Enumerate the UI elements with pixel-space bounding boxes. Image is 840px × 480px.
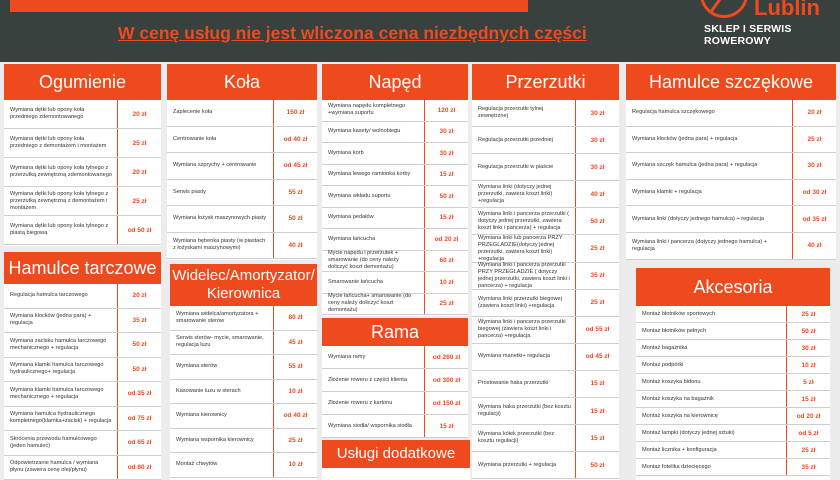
service-name: Montaż koszyka bidonu [642, 378, 701, 385]
service-name: Wymiana dętki lub opony koła przedniego z demontażem i montażem [10, 136, 107, 149]
section-akcesoria [636, 268, 830, 480]
service-price: 30 zł [424, 143, 468, 164]
service-name: Montaż bagażnika [642, 344, 688, 351]
service-price: od 80 zł [117, 456, 161, 480]
service-row [472, 290, 619, 317]
service-row [4, 187, 161, 216]
service-name: Prostowanie haka przerzutki [478, 380, 549, 387]
service-price: 25 zł [786, 306, 830, 322]
section-kola [167, 64, 317, 260]
service-name: Wymiana linki przerzutki biegowej (zawiera koszt linki) +regulacja [478, 295, 562, 309]
service-name: Mycie napędu i przerzutek + smarowanie (do ceny należy doliczyć koszt demontażu) [328, 250, 399, 271]
service-price: 150 zł [273, 100, 317, 126]
service-price: 120 zł [424, 100, 468, 121]
service-price: 25 zł [575, 290, 619, 316]
service-row [636, 323, 830, 340]
service-price: 25 zł [575, 235, 619, 261]
service-price: od 65 zł [117, 431, 161, 455]
service-price: 30 zł [575, 127, 619, 153]
section-title: Akcesoria [636, 268, 830, 306]
service-row [636, 374, 830, 391]
service-row [4, 158, 161, 187]
service-price: 25 zł [792, 127, 836, 153]
service-name: Wymiana widelca/amortyzatora + smarowanie sterów [176, 310, 259, 324]
service-price: od 260 zł [424, 346, 468, 368]
service-name: Wymiana linki i pancerza (dotyczy jednego hamulca) + regulacja [632, 238, 768, 252]
service-row [636, 340, 830, 357]
service-name: Zaplecenie koła [173, 109, 213, 116]
section-title: Przerzutki [472, 64, 619, 100]
service-row [626, 233, 836, 260]
section-title: Hamulce szczękowe [626, 64, 836, 100]
service-price: 40 zł [273, 233, 317, 259]
service-row [472, 344, 619, 371]
service-price: 50 zł [575, 208, 619, 234]
service-price: 20 zł [117, 158, 161, 186]
service-row [472, 181, 619, 208]
service-name: Złożenie roweru z kartonu [328, 399, 393, 406]
section-rama [322, 318, 468, 438]
service-row [4, 333, 161, 358]
service-price: 50 zł [786, 323, 830, 339]
service-name: Wymiana klocków (jedna para) + regulacja [632, 135, 738, 142]
service-row [167, 233, 317, 260]
service-name: Regulacja przerzutki tylnej zewnętrznej [478, 106, 544, 120]
service-price: od 20 zł [424, 229, 468, 250]
section-widelec [170, 264, 317, 480]
service-price: od 35 zł [117, 382, 161, 406]
service-price: 50 zł [117, 358, 161, 382]
service-name: Złożenie roweru z części klienta [328, 376, 407, 383]
service-row [322, 229, 468, 251]
service-name: Montaż licznika + konfiguracja [642, 446, 717, 453]
service-row [472, 371, 619, 398]
service-price: 80 zł [273, 306, 317, 330]
service-row [4, 129, 161, 158]
service-price: 40 zł [575, 181, 619, 207]
service-row [472, 235, 619, 262]
service-row [472, 317, 619, 344]
service-name: Montaż koszyka na kierownicę [642, 412, 718, 419]
service-price: 30 zł [786, 340, 830, 356]
service-name: Regulacja przerzutki w piaście [478, 163, 554, 170]
service-row [472, 154, 619, 181]
service-name: Wymiana dętki lub opony koła tylnego z przerzutką zewnętrzną z demontażem i montażem [10, 190, 109, 211]
service-row [472, 452, 619, 479]
service-name: Wymiana dętki lub opony koła przedniego zdemontowanego [10, 107, 85, 120]
service-name: Wymiana zacisku hamulca tarczowego mechanicznego + regulacja [10, 337, 107, 351]
service-row [636, 425, 830, 442]
akcesoria-list [636, 306, 830, 476]
section-ogumienie [4, 64, 161, 246]
service-price: 50 zł [424, 186, 468, 207]
service-name: Montaż lampki (dotyczy jednej sztuki) [642, 429, 735, 436]
service-name: Montaż chwytów [176, 461, 218, 468]
service-row [636, 306, 830, 323]
service-name: Wymiana linki i pancerza przerzutki ( dotyczy jednej przerzutki, zawiera koszt linki i pancerza) + regulacja [478, 210, 570, 231]
service-row [322, 369, 468, 392]
service-name: Wymiana sterów [176, 363, 218, 370]
service-price: 50 zł [117, 333, 161, 357]
service-name: Montaż błotników sportowych [642, 310, 716, 317]
service-price: 50 zł [575, 452, 619, 478]
service-price: 55 zł [273, 355, 317, 379]
service-row [322, 165, 468, 187]
service-name: Wymiana korb [328, 149, 364, 156]
service-row [170, 380, 317, 405]
service-price: od 20 zł [786, 408, 830, 424]
service-name: Wymiana haka przerzutki (bez kosztu regulacji) [478, 404, 571, 418]
section-title: Rama [322, 318, 468, 346]
service-price: od 150 zł [424, 392, 468, 414]
service-name: Wymiana łożysk maszynowych piasty [173, 215, 267, 222]
service-name: Odpowietrzanie hamulca / wymiana płynu (zawiera cenę olej/płynu) [10, 460, 99, 474]
service-row [636, 459, 830, 476]
service-row [322, 186, 468, 208]
service-price: 10 zł [424, 272, 468, 293]
service-row [167, 127, 317, 154]
service-name: Wymiana przerzutki + regulacja [478, 461, 557, 468]
section-title: Napęd [322, 64, 468, 100]
service-price: od 40 zł [273, 127, 317, 153]
logo-tagline: SKLEP I SERWIS ROWEROWY [704, 23, 792, 47]
section-hamulce-tarczowe [4, 252, 161, 480]
service-name: Wymiana linki i pancerza przerzutki PRZY PRZEGLADZIE ( dotyczy jednej przerzutki, zawiera koszt linki i pancerza) + regulacja [478, 261, 570, 289]
service-name: Smarowanie łańcucha [328, 278, 384, 285]
service-price: 15 zł [424, 415, 468, 437]
service-price: od 40 zł [273, 404, 317, 428]
service-row [322, 251, 468, 273]
service-price: 30 zł [424, 122, 468, 143]
service-price: od 5 zł [786, 425, 830, 441]
service-row [4, 284, 161, 309]
service-price: 10 zł [273, 453, 317, 477]
service-price: 25 zł [786, 442, 830, 458]
service-price: 15 zł [575, 425, 619, 451]
service-row [636, 442, 830, 459]
service-row [4, 382, 161, 407]
rama-list [322, 346, 468, 438]
service-name: Montaż koszyka na bagażnik [642, 395, 714, 402]
service-row [472, 398, 619, 425]
service-name: Regulacja hamulca tarczowego [10, 292, 88, 299]
service-price: 5 zł [786, 374, 830, 390]
service-price: od 55 zł [575, 317, 619, 343]
service-row [170, 453, 317, 478]
hamulce-tarczowe-list [4, 284, 161, 480]
hamulce-szczekowe-list [626, 100, 836, 260]
kola-list [167, 100, 317, 259]
service-name: Wymiana kierownicy [176, 412, 227, 419]
service-price: 30 zł [575, 154, 619, 180]
service-name: Centrowanie koła [173, 135, 217, 142]
service-row [322, 346, 468, 369]
service-row [322, 208, 468, 230]
service-price: 25 zł [117, 129, 161, 157]
service-name: Skrócenia przewodu hamulcowego (jeden hamulec) [10, 435, 97, 449]
service-name: Wymiana bębenka piasty (w piastach z łożyskami maszynowymi) [173, 238, 266, 252]
service-name: Wymiana ramy [328, 353, 366, 360]
service-name: Wymiana dętki lub opony koła tylnego z przerzutką zewnętrzną zdemontowanego [10, 165, 112, 178]
service-price: 20 zł [117, 100, 161, 128]
section-naped [322, 64, 468, 316]
service-price: 35 zł [575, 263, 619, 289]
service-row [472, 208, 619, 235]
service-row [4, 407, 161, 432]
service-name: Wymiana klocków (jedna para) + regulacja [10, 313, 92, 327]
service-name: Montaż fotelika dziecięcego [642, 463, 711, 470]
service-row [167, 100, 317, 127]
service-price: 10 zł [273, 380, 317, 404]
service-name: Kasowanie luzu w sterach [176, 387, 241, 394]
service-name: Wymiana klamki + regulacja [632, 189, 702, 196]
service-name: Wymiana siodła/ wspornika siodła [328, 422, 412, 429]
service-row [170, 306, 317, 331]
service-row [472, 100, 619, 127]
service-row [4, 216, 161, 245]
service-price: 25 zł [273, 429, 317, 453]
service-row [322, 272, 468, 294]
naped-list [322, 100, 468, 315]
service-price: 20 zł [117, 284, 161, 308]
service-name: Wymiana lewego ramionka korby [328, 171, 411, 178]
service-price: 55 zł [273, 180, 317, 206]
widelec-list [170, 306, 317, 478]
service-price: 15 zł [575, 398, 619, 424]
service-name: Wymiana hamulca hydraulicznego kompletnego(klamka+zacisk) + regulacja [10, 411, 112, 425]
service-row [626, 180, 836, 207]
service-name: Montaż błotników pełnych [642, 327, 707, 334]
service-price: od 300 zł [424, 369, 468, 391]
service-name: Wymiana szprychy + centrowanie [173, 162, 257, 169]
service-row [636, 391, 830, 408]
service-price: 15 zł [575, 371, 619, 397]
service-name: Regulacja przerzutki przedniej [478, 136, 553, 143]
service-row [170, 404, 317, 429]
service-price: 45 zł [273, 331, 317, 355]
service-name: Wymiana wkładu suportu [328, 192, 391, 199]
section-uslugi-dodatkowe [322, 440, 470, 480]
service-price: 20 zł [792, 100, 836, 126]
service-row [167, 180, 317, 207]
service-price: 15 zł [424, 165, 468, 186]
service-name: Wymiana linki (dotyczy jednej przerzutki, zawiera koszt linki) +regulacja [478, 183, 553, 204]
service-row [636, 408, 830, 425]
section-title: Widelec/Amortyzator/ Kierownica [170, 264, 317, 306]
service-row [626, 100, 836, 127]
service-name: Mycie łańcucha+ smarowanie (do ceny należy doliczyć koszt demontażu) [328, 293, 412, 314]
service-name: Wymiana kółek przerzutki (bez kosztu regulacji) [478, 431, 555, 445]
service-name: Wymiana linki i pancerza przerzutki biegowej (zawiera koszt linki i pancerza) +regulacja [478, 319, 566, 340]
section-title: Ogumienie [4, 64, 161, 100]
service-row [322, 415, 468, 438]
service-row [626, 206, 836, 233]
service-price: 40 zł [792, 233, 836, 259]
przerzutki-list [472, 100, 619, 479]
service-price: 25 zł [424, 294, 468, 315]
service-price: od 45 zł [273, 153, 317, 179]
service-row [322, 294, 468, 316]
logo-city: Lublin [754, 0, 820, 20]
service-price: od 30 zł [792, 180, 836, 206]
ogumienie-list [4, 100, 161, 245]
service-name: Wymiana manetki+ regulacja [478, 353, 550, 360]
service-price: 30 zł [792, 153, 836, 179]
service-price: 15 zł [424, 208, 468, 229]
service-price: od 50 zł [117, 216, 161, 244]
service-row [322, 143, 468, 165]
section-title: Koła [167, 64, 317, 100]
service-name: Wymiana kasety/ wolnobiegu [328, 128, 401, 135]
service-row [170, 331, 317, 356]
service-name: Regulacja hamulca szczękowego [632, 109, 715, 116]
service-price: 30 zł [575, 100, 619, 126]
service-name: Wymiana pedałów [328, 214, 374, 221]
service-row [472, 127, 619, 154]
service-price: od 45 zł [575, 344, 619, 370]
service-name: Wymiana klamki hamulca tarczowego hydraulicznego+ regulacja [10, 362, 104, 376]
service-name: Montaż podpórki [642, 361, 684, 368]
service-price: od 75 zł [117, 407, 161, 431]
service-row [322, 392, 468, 415]
service-price: od 35 zł [792, 206, 836, 232]
service-row [626, 127, 836, 154]
service-row [322, 100, 468, 122]
service-price: 15 zł [786, 391, 830, 407]
service-price: 60 zł [424, 251, 468, 272]
service-name: Wymiana klamki hamulca tarczowego mechanicznego + regulacja [10, 386, 104, 400]
service-name: Wymiana linki lub pancerza PRZY PRZEGLADZIE(dotyczy jednej przerzutki, zawiera koszt linki) +regulacja [478, 234, 563, 262]
service-name: Wymiana wspornika kierownicy [176, 436, 254, 443]
service-name: Wymiana napędu kompletnego +wymiana suportu [328, 103, 406, 117]
service-row [472, 425, 619, 452]
service-row [170, 355, 317, 380]
service-row [4, 309, 161, 334]
service-price: 50 zł [273, 206, 317, 232]
service-row [322, 122, 468, 144]
service-row [636, 357, 830, 374]
service-row [4, 431, 161, 456]
section-title: Usługi dodatkowe [322, 440, 470, 468]
header-accent-box [10, 0, 528, 12]
section-title: Hamulce tarczowe [4, 252, 161, 284]
service-row [4, 456, 161, 480]
service-row [170, 429, 317, 454]
service-name: Serwis piasty [173, 188, 206, 195]
service-price: 10 zł [786, 357, 830, 373]
service-row [4, 358, 161, 383]
service-name: Wymiana linki (dotyczy jednego hamulca) + regulacja [632, 215, 764, 222]
section-hamulce-szczekowe [626, 64, 836, 260]
service-name: Wymiana szczęk hamulca (jedna para) + regulacja [632, 162, 758, 169]
section-przerzutki [472, 64, 619, 480]
service-row [167, 153, 317, 180]
parts-price-notice: W cenę usług nie jest wliczona cena niezbędnych części [118, 23, 587, 43]
service-name: Wymiana łańcucha [328, 235, 376, 242]
service-price: 35 zł [117, 309, 161, 333]
service-row [472, 263, 619, 290]
service-name: Wymiana dętki lub opony koła tylnego z piastą biegową [10, 223, 109, 236]
service-price: 25 zł [117, 187, 161, 215]
service-row [626, 153, 836, 180]
service-row [167, 206, 317, 233]
service-name: Serwis sterów- mycie, smarowanie, regulacja luzu [176, 335, 264, 349]
service-row [4, 100, 161, 129]
service-price: 35 zł [786, 459, 830, 475]
